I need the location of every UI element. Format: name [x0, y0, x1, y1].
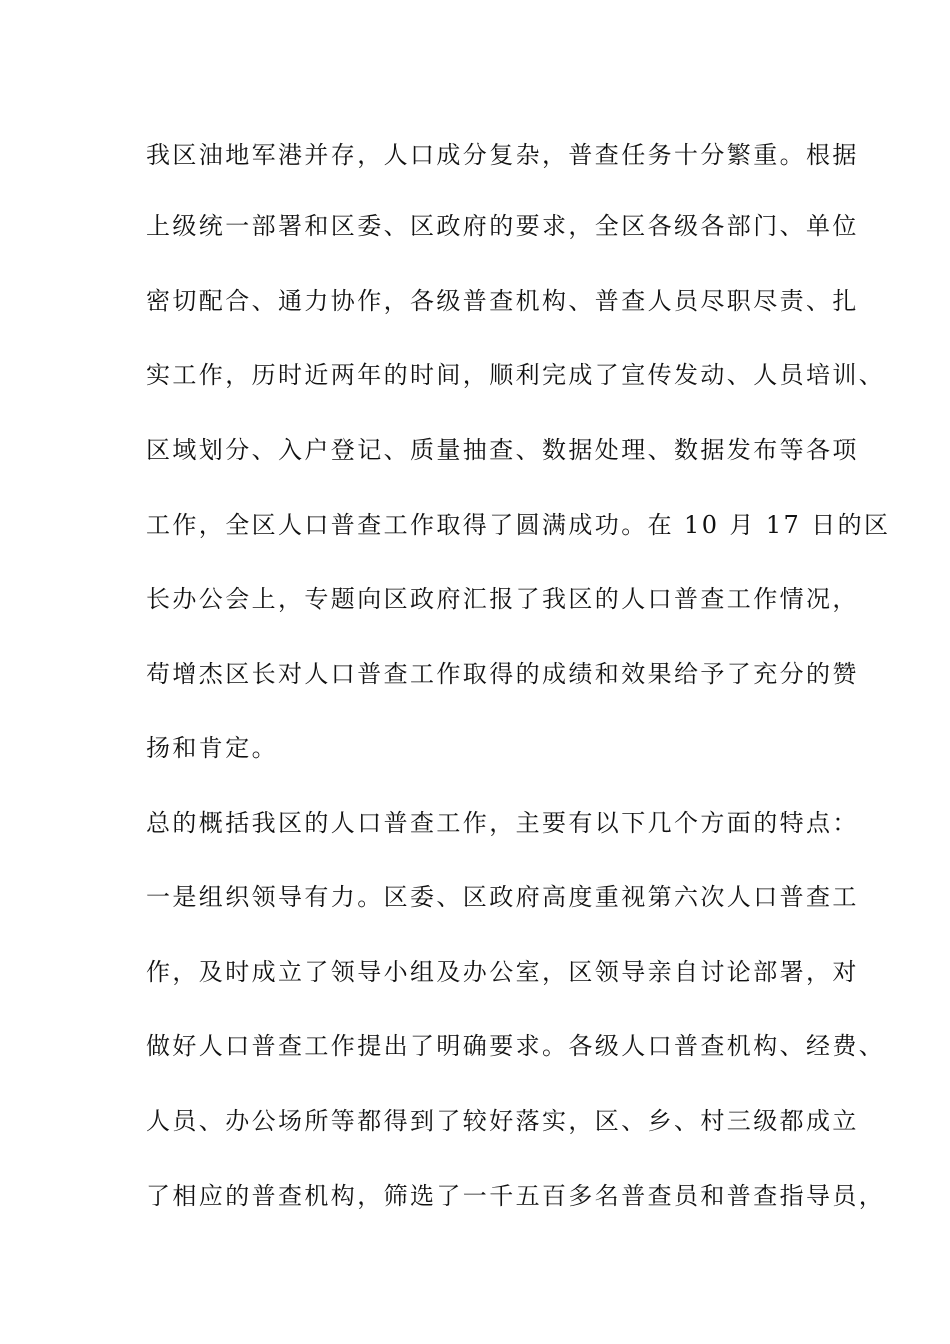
text-line: 扬和肯定。 [146, 734, 278, 762]
text-line: 区域划分、入户登记、质量抽查、数据处理、数据发布等各项 [146, 436, 859, 464]
text-line: 总的概括我区的人口普查工作，主要有以下几个方面的特点： [146, 809, 859, 837]
text-line: 上级统一部署和区委、区政府的要求，全区各级各部门、单位 [146, 212, 859, 240]
text-line: 人员、办公场所等都得到了较好落实，区、乡、村三级都成立 [146, 1107, 859, 1135]
text-line: 做好人口普查工作提出了明确要求。各级人口普查机构、经费、 [146, 1032, 886, 1060]
text-line: 实工作，历时近两年的时间，顺利完成了宣传发动、人员培训、 [146, 361, 886, 389]
text-line: 一是组织领导有力。区委、区政府高度重视第六次人口普查工 [146, 883, 859, 911]
text-line: 作，及时成立了领导小组及办公室，区领导亲自讨论部署，对 [146, 958, 859, 986]
text-line: 我区油地军港并存，人口成分复杂，普查任务十分繁重。根据 [146, 141, 859, 169]
text-line: 工作，全区人口普查工作取得了圆满成功。在 10 月 17 日的区 [146, 511, 891, 539]
text-line: 长办公会上，专题向区政府汇报了我区的人口普查工作情况， [146, 585, 859, 613]
text-line: 密切配合、通力协作，各级普查机构、普查人员尽职尽责、扎 [146, 287, 859, 315]
text-line: 苟增杰区长对人口普查工作取得的成绩和效果给予了充分的赞 [146, 660, 859, 688]
text-line: 了相应的普查机构，筛选了一千五百多名普查员和普查指导员， [146, 1182, 886, 1210]
